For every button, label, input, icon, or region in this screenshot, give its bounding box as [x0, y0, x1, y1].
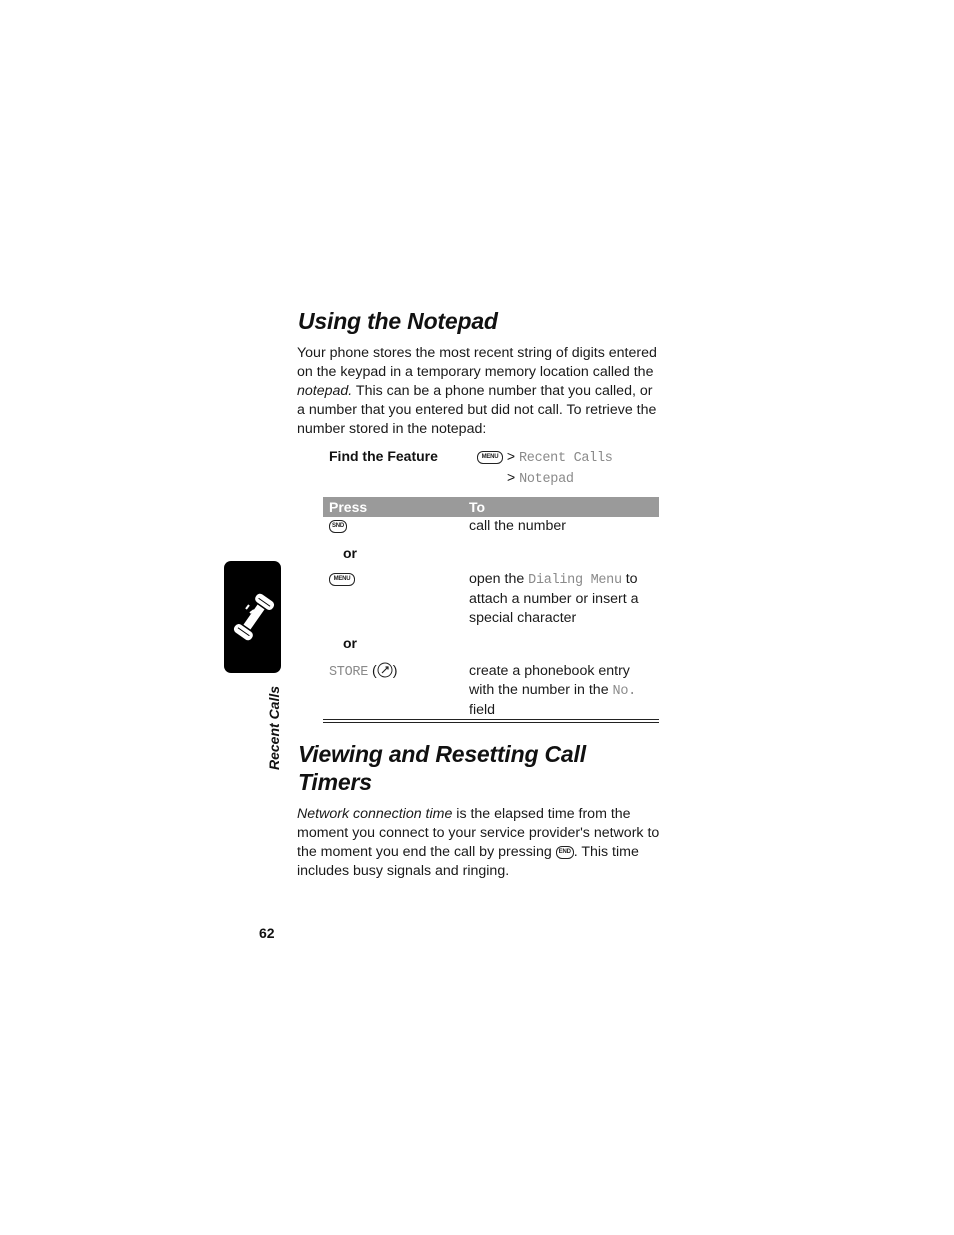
number-field-label: No.	[612, 684, 636, 699]
table-row: STORE ( )	[329, 663, 398, 680]
find-feature-path: MENU > Recent Calls > Notepad	[477, 447, 613, 489]
table-bottom-rule	[323, 722, 659, 723]
table-bottom-rule	[323, 719, 659, 720]
header-to: To	[469, 499, 486, 515]
menu-key-icon: MENU	[477, 451, 503, 464]
notepad-intro-paragraph: Your phone stores the most recent string of digits entered on the keypad in a temporary memory location called the notepad. This can be a phone number that you called, or a number that you entered but did not call. To retrieve the number stored in the notepad:	[297, 345, 657, 437]
or-separator: or	[343, 635, 357, 651]
table-row	[329, 570, 355, 589]
section-title-call-timers: Viewing and Resetting Call Timers	[298, 741, 586, 795]
chapter-side-label: Recent Calls	[266, 685, 282, 770]
table-header	[323, 497, 659, 517]
find-feature-label: Find the Feature	[329, 448, 438, 464]
dialing-menu-label: Dialing Menu	[528, 573, 622, 588]
table-row	[329, 517, 347, 536]
nav-key-icon	[377, 662, 393, 678]
phone-handset-icon	[224, 561, 281, 673]
store-softkey: STORE	[329, 665, 369, 680]
or-separator: or	[343, 545, 357, 561]
menu-key-icon: MENU	[329, 573, 355, 586]
row1-action: call the number	[469, 518, 566, 534]
header-press: Press	[329, 499, 368, 515]
end-key-icon: END	[556, 846, 574, 859]
row2-action: open the Dialing Menu to attach a number or insert a special character	[469, 571, 639, 626]
send-key-icon: SND	[329, 520, 347, 533]
page-number: 62	[259, 925, 275, 941]
section-title-notepad: Using the Notepad	[298, 308, 498, 334]
menu-path-recent-calls: Recent Calls	[518, 451, 613, 466]
menu-path-notepad: Notepad	[519, 472, 574, 487]
chapter-tab	[224, 561, 281, 673]
call-timers-paragraph: Network connection time is the elapsed time from the moment you connect to your service provider's network to the moment you end the call by pressing END . This time includes busy signals and ringing.	[297, 806, 660, 879]
row3-action: create a phonebook entry with the number in the No. field	[469, 663, 636, 718]
